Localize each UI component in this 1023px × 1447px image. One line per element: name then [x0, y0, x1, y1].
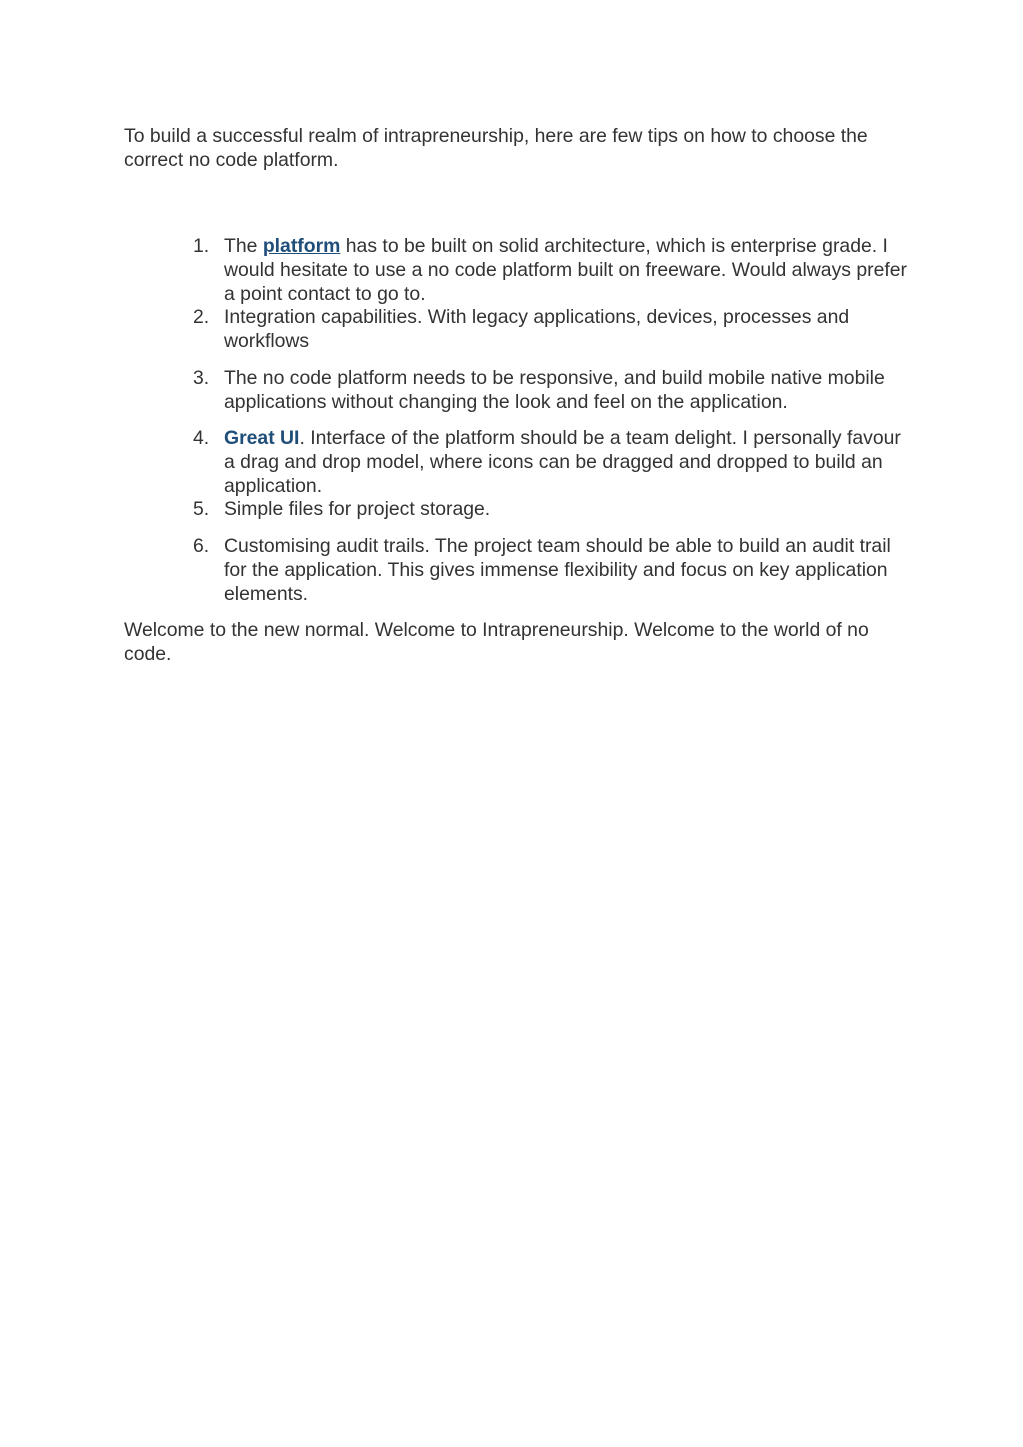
list-number: 5. [193, 498, 210, 520]
list-item-text [224, 234, 914, 306]
list-item-prefix: The [224, 235, 263, 257]
platform-link[interactable]: platform [262, 235, 341, 257]
list-item-body: has to be built on solid architecture, which is enterprise grade. I would hesitate to use a no code platform built on freeware. Would always prefer a point contact to go to. [224, 235, 907, 305]
list-number: 1. [193, 235, 210, 257]
list-item-body: Integration capabilities. With legacy applications, devices, processes and workflows [224, 306, 850, 352]
list-number: 6. [193, 535, 210, 557]
list-number: 3. [193, 367, 210, 389]
list-item-body: Customising audit trails. The project team should be able to build an audit trail for the application. This gives immense flexibility and focus on key application elements. [224, 535, 891, 605]
great-ui-emphasis: Great UI [224, 427, 300, 449]
list-item-text [224, 426, 914, 498]
closing-paragraph: Welcome to the new normal. Welcome to Intrapreneurship. Welcome to the world of no code. [124, 619, 869, 665]
list-item-body: The no code platform needs to be responsive, and build mobile native mobile applications without changing the look and feel on the application. [224, 367, 885, 413]
list-number: 2. [193, 306, 210, 328]
list-item-body: Simple files for project storage. [224, 498, 491, 520]
intro-paragraph: To build a successful realm of intrapreneurship, here are few tips on how to choose the correct no code platform. [124, 125, 868, 171]
list-number: 4. [193, 427, 210, 449]
list-item-body: . Interface of the platform should be a team delight. I personally favour a drag and drop model, where icons can be dragged and dropped to build an application. [224, 427, 901, 497]
